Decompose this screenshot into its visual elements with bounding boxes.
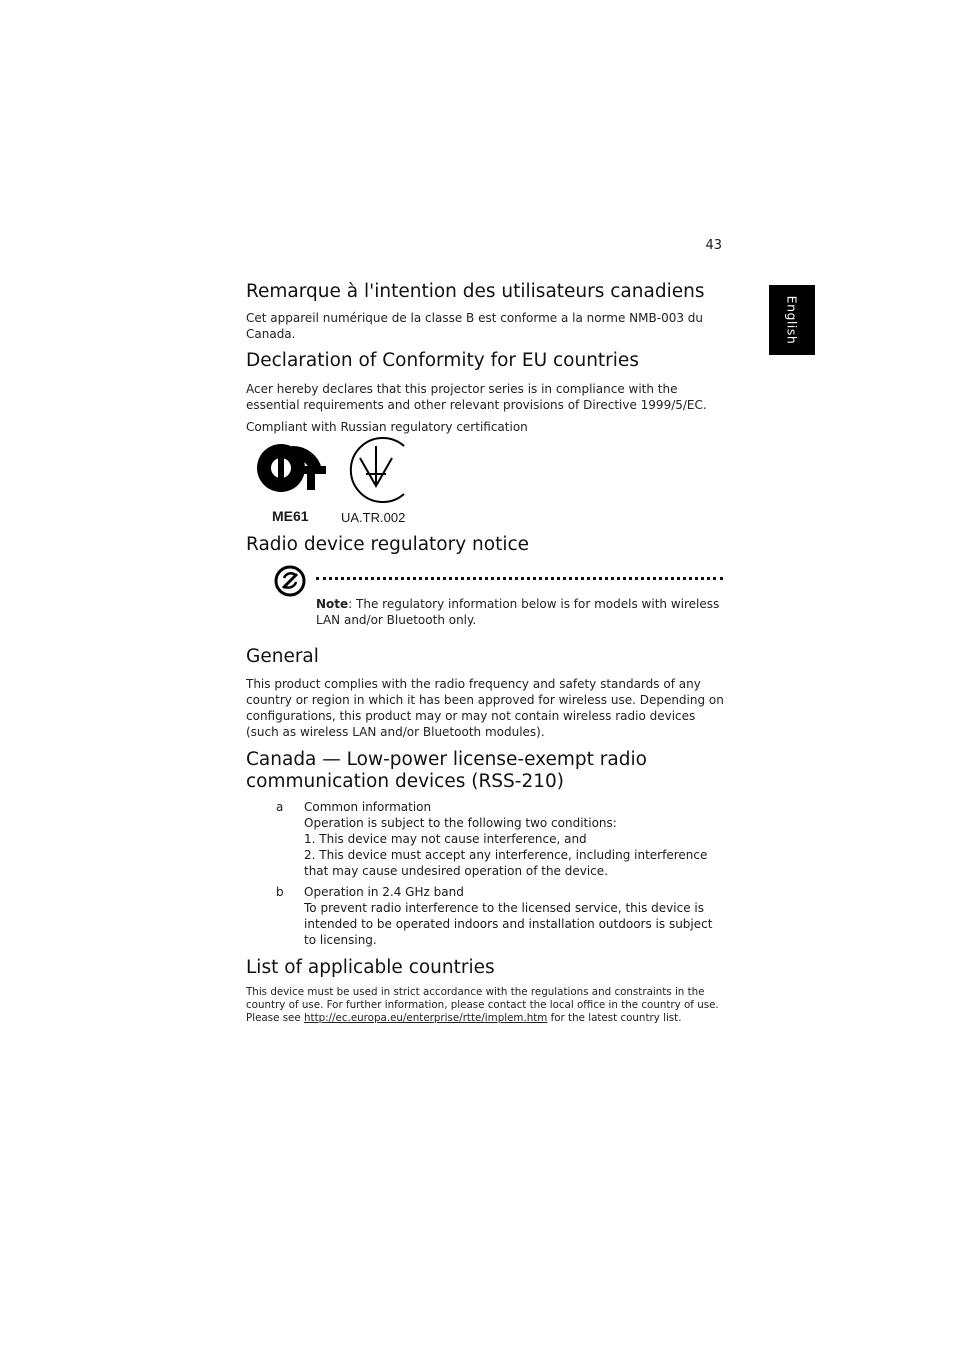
list-item-a-line: 2. This device must accept any interference, including interference that may cause undesired operation of the device. xyxy=(304,848,708,878)
countries-text-before: This device must be used in strict accordance with the regulations and constraints in the country of use. For further information, please contact the local office in the country of use. Please see xyxy=(246,986,719,1024)
paragraph-canada-fr: Cet appareil numérique de la classe B est conforme a la norme NMB-003 du Canada. xyxy=(246,311,704,341)
pct-mark-label: ME61 xyxy=(272,508,309,524)
list-item-b-line: To prevent radio interference to the licensed service, this device is intended to be operated indoors and installation outdoors is subject to licensing. xyxy=(304,901,713,947)
language-side-tab xyxy=(769,285,815,355)
ua-mark-icon xyxy=(342,436,408,506)
note-icon xyxy=(273,564,307,598)
pct-mark-icon xyxy=(256,440,328,508)
list-marker-b: b xyxy=(276,885,284,899)
list-item-a-line: Operation is subject to the following two conditions: xyxy=(304,816,617,830)
list-item-a xyxy=(304,799,724,879)
list-item-b xyxy=(304,884,724,948)
paragraph-russian-certification: Compliant with Russian regulatory certification xyxy=(246,420,528,434)
heading-radio-notice: Radio device regulatory notice xyxy=(246,534,530,555)
country-list-link[interactable]: http://ec.europa.eu/enterprise/rtte/implem.htm xyxy=(304,1012,548,1024)
heading-applicable-countries: List of applicable countries xyxy=(246,957,495,978)
certification-logos xyxy=(254,436,424,528)
paragraph-general: This product complies with the radio frequency and safety standards of any country or region in which it has been approved for wireless use. Depending on configurations, this product may or may not contain wireless radio devices (such as wireless LAN and/or Bluetooth modules). xyxy=(246,677,724,739)
heading-eu-conformity: Declaration of Conformity for EU countries xyxy=(246,350,639,371)
note-label: Note xyxy=(316,597,349,611)
list-item-a-line: 1. This device may not cause interference, and xyxy=(304,832,587,846)
countries-text-after: for the latest country list. xyxy=(547,1012,682,1024)
note-divider xyxy=(316,577,723,580)
list-item-b-line: Operation in 2.4 GHz band xyxy=(304,885,464,899)
heading-general: General xyxy=(246,646,319,667)
paragraph-applicable-countries xyxy=(246,986,724,1025)
list-item-a-line: Common information xyxy=(304,800,432,814)
heading-canada-fr: Remarque à l'intention des utilisateurs canadiens xyxy=(246,281,705,302)
list-marker-a: a xyxy=(276,800,284,814)
note-text: : The regulatory information below is for models with wireless LAN and/or Bluetooth only. xyxy=(316,597,720,627)
ua-mark-label: UA.TR.002 xyxy=(341,510,406,525)
language-side-tab-label: English xyxy=(784,295,800,345)
heading-canada-rss: Canada — Low-power license-exempt radio communication devices (RSS-210) xyxy=(246,749,647,792)
note-paragraph xyxy=(316,596,724,628)
paragraph-eu-conformity: Acer hereby declares that this projector series is in compliance with the essential requirements and other relevant provisions of Directive 1999/5/EC. xyxy=(246,382,707,412)
page-number: 43 xyxy=(705,238,722,253)
